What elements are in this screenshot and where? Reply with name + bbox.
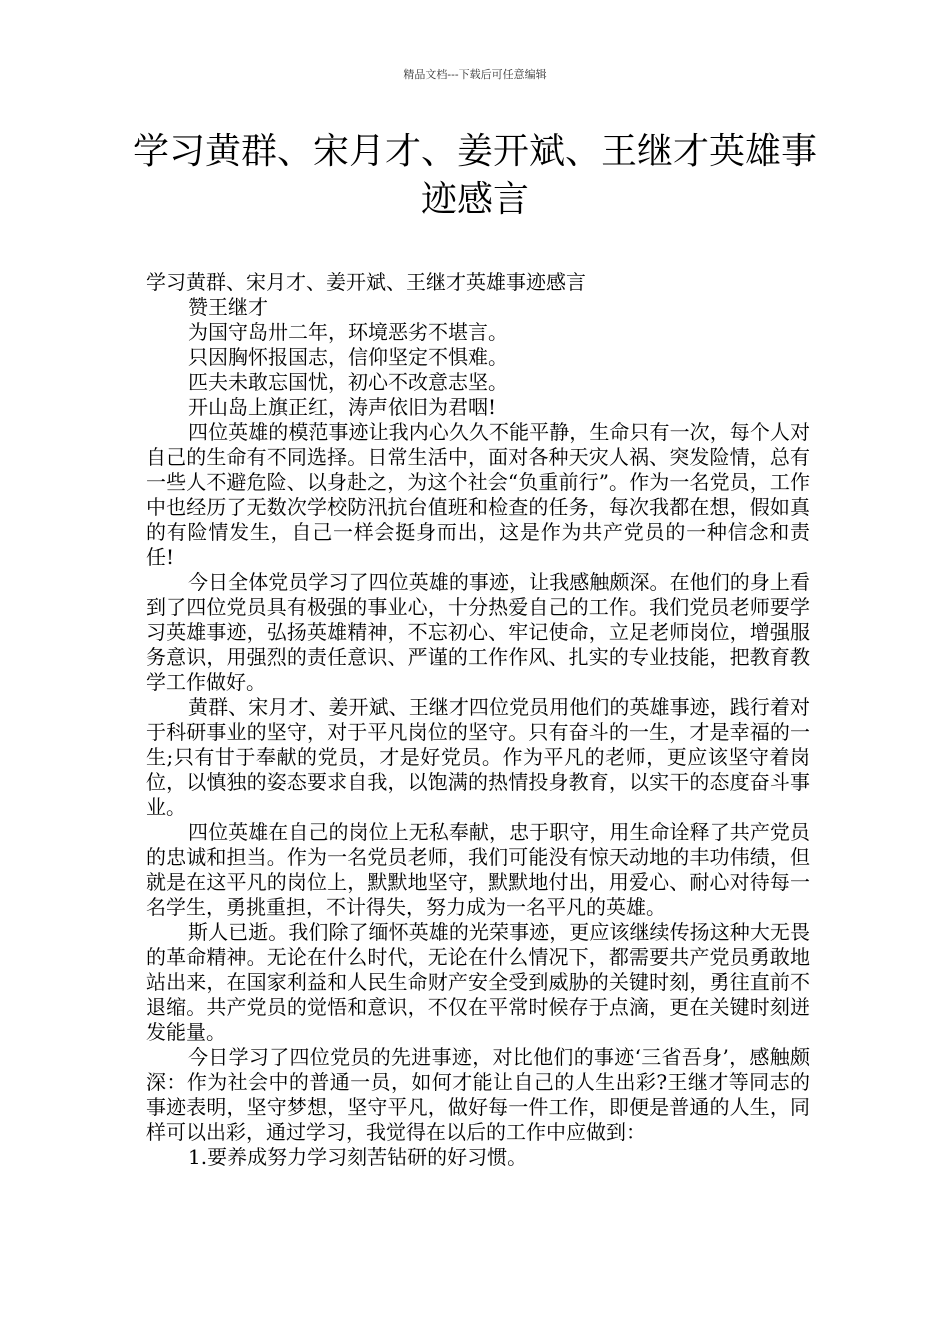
paragraph: 四位英雄的模范事迹让我内心久久不能平静，生命只有一次，每个人对自己的生命有不同选择。日常生活中，面对各种天灾人祸、突发险情，总有一些人不避危险、以身赴之，为这个社会“负重前行”。作为一名党员，工作中也经历了无数次学校防汛抗台值班和检查的任务，每次我都在想，假如真的有险情发生，自己一样会挺身而出，这是作为共产党员的一种信念和责任! [146, 420, 810, 569]
document-title: 学习黄群、宋月才、姜开斌、王继才英雄事迹感言 [132, 131, 817, 220]
paragraph: 今日学习了四位党员的先进事迹，对比他们的事迹‘三省吾身’，感触颇深：作为社会中的普通一员，如何才能让自己的人生出彩?王继才等同志的事迹表明，坚守梦想，坚守平凡，做好每一件工作，即便是普通的人生，同样可以出彩，通过学习，我觉得在以后的工作中应做到： [146, 1045, 810, 1144]
paragraph: 四位英雄在自己的岗位上无私奉献，忠于职守，用生命诠释了共产党员的忠诚和担当。作为一名党员老师，我们可能没有惊天动地的丰功伟绩，但就是在这平凡的岗位上，默默地坚守，默默地付出，用爱心、耐心对待每一名学生，勇挑重担，不计得失，努力成为一名平凡的英雄。 [146, 820, 810, 919]
poem-line: 只因胸怀报国志，信仰坚定不惧难。 [188, 345, 508, 369]
list-item: 1.要养成努力学习刻苦钻研的好习惯。 [188, 1145, 528, 1169]
document-body [146, 270, 810, 1170]
paragraph: 斯人已逝。我们除了缅怀英雄的光荣事迹，更应该继续传扬这种大无畏的革命精神。无论在什么时代，无论在什么情况下，都需要共产党员勇敢地站出来，在国家利益和人民生命财产安全受到威胁的关键时刻，勇往直前不退缩。共产党员的觉悟和意识，不仅在平常时候存于点滴，更在关键时刻迸发能量。 [146, 920, 810, 1044]
poem-line: 为国守岛卅二年，环境恶劣不堪言。 [188, 320, 508, 344]
paragraph-subtitle: 学习黄群、宋月才、姜开斌、王继才英雄事迹感言 [146, 270, 586, 294]
poem-title: 赞王继才 [188, 295, 268, 319]
paragraph: 今日全体党员学习了四位英雄的事迹，让我感触颇深。在他们的身上看到了四位党员具有极强的事业心，十分热爱自己的工作。我们党员老师要学习英雄事迹，弘扬英雄精神，不忘初心、牢记使命，立足老师岗位，增强服务意识，用强烈的责任意识、严谨的工作作风、扎实的专业技能，把教育教学工作做好。 [146, 570, 810, 694]
header-note: 精品文档---下载后可任意编辑 [403, 68, 547, 81]
paragraph: 黄群、宋月才、姜开斌、王继才四位党员用他们的英雄事迹，践行着对于科研事业的坚守，对于平凡岗位的坚守。只有奋斗的一生，才是幸福的一生;只有甘于奉献的党员，才是好党员。作为平凡的老师，更应该坚守着岗位，以慎独的姿态要求自我，以饱满的热情投身教育，以实干的态度奋斗事业。 [146, 695, 810, 819]
poem-line: 匹夫未敢忘国忧，初心不改意志坚。 [188, 370, 508, 394]
poem-line: 开山岛上旗正红，涛声依旧为君咽! [188, 395, 497, 419]
